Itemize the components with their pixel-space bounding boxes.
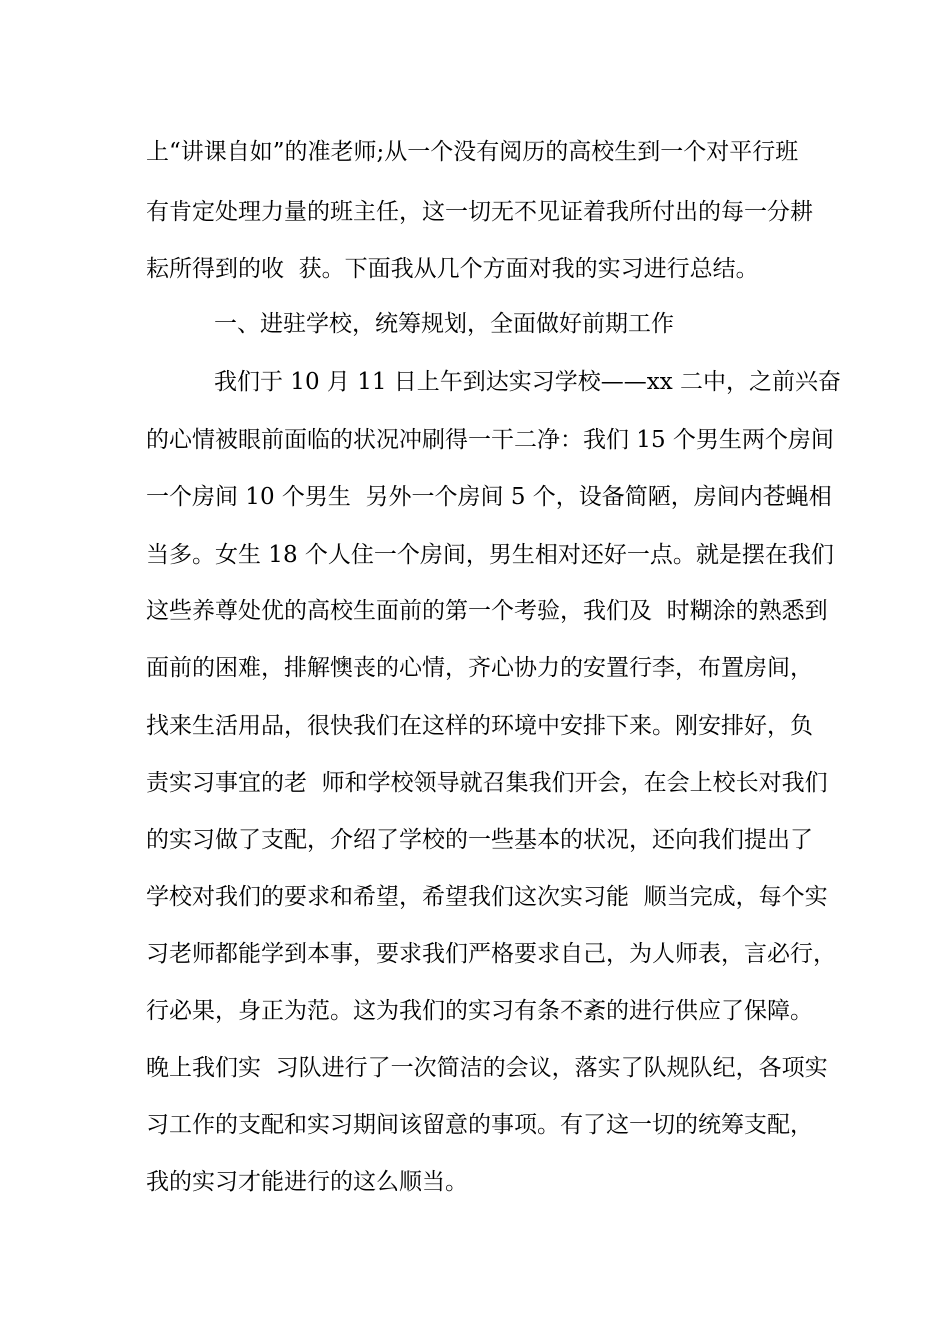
paragraph-line: 面前的困难，排解懊丧的心情，齐心协力的安置行李，布置房间， — [146, 655, 813, 681]
paragraph-line: 的实习做了支配，介绍了学校的一些基本的状况，还向我们提出了 — [146, 827, 813, 853]
paragraph-line: 行必果，身正为范。这为我们的实习有条不紊的进行供应了保障。 — [146, 998, 813, 1024]
paragraph-line: 找来生活用品，很快我们在这样的环境中安排下来。刚安排好，负 — [146, 713, 813, 739]
paragraph-line: 我们于 10 月 11 日上午到达实习学校——xx 二中，之前兴奋 — [214, 369, 842, 395]
paragraph-line: 学校对我们的要求和希望，希望我们这次实习能 顺当完成，每个实 — [146, 884, 828, 910]
paragraph-line: 这些养尊处优的高校生面前的第一个考验，我们及 时糊涂的熟悉到 — [146, 598, 828, 624]
paragraph-line: 习工作的支配和实习期间该留意的事项。有了这一切的统筹支配， — [146, 1112, 813, 1138]
section-heading: 一、进驻学校，统筹规划，全面做好前期工作 — [214, 311, 674, 337]
paragraph-line: 责实习事宜的老 师和学校领导就召集我们开会，在会上校长对我们 — [146, 770, 828, 796]
paragraph-line: 一个房间 10 个男生 另外一个房间 5 个，设备简陋，房间内苍蝇相 — [146, 484, 832, 510]
paragraph-line: 的心情被眼前面临的状况冲刷得一干二净：我们 15 个男生两个房间 — [146, 427, 834, 453]
paragraph-line: 习老师都能学到本事，要求我们严格要求自己，为人师表，言必行， — [146, 941, 836, 967]
paragraph-line: 晚上我们实 习队进行了一次简洁的会议，落实了队规队纪，各项实 — [146, 1055, 828, 1081]
paragraph-line: 耘所得到的收 获。下面我从几个方面对我的实习进行总结。 — [146, 256, 759, 282]
paragraph-line: 我的实习才能进行的这么顺当。 — [146, 1169, 468, 1195]
paragraph-line: 上“讲课自如”的准老师;从一个没有阅历的高校生到一个对平行班 — [146, 139, 799, 165]
paragraph-line: 有肯定处理力量的班主任，这一切无不见证着我所付出的每一分耕 — [146, 199, 813, 225]
paragraph-line: 当多。女生 18 个人住一个房间，男生相对还好一点。就是摆在我们 — [146, 542, 834, 568]
